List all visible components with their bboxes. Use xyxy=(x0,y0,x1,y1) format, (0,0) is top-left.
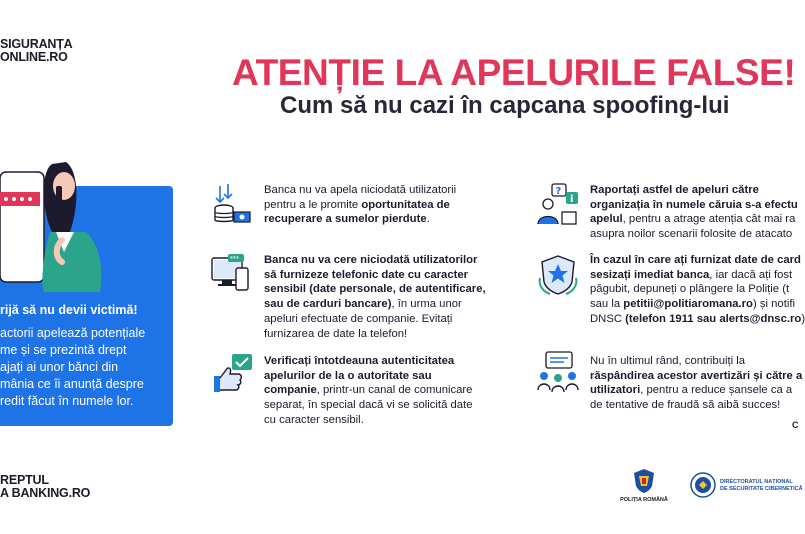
tip5-line3: păgubit, depuneți o plângere la Poliție (t xyxy=(590,283,790,296)
tip6-line3b: , pentru a reduce șansele ca a xyxy=(640,384,793,397)
tip5-line5c: ) xyxy=(801,312,805,325)
tip3-line2: apelurilor de la o autoritate sau xyxy=(264,369,432,382)
tip4-line4: asupra noilor scenarii folosite de atacato xyxy=(590,228,793,241)
tip5-line5a: DNSC xyxy=(590,312,626,325)
tip2-line6: furnizarea de date la telefon! xyxy=(264,327,408,340)
phone-and-monitor-icon xyxy=(210,252,254,296)
stack-of-coins-icon xyxy=(210,182,254,226)
tip4-line1: Raportați astfel de apeluri către xyxy=(590,184,759,196)
tip3-line3b: , printr-un canal de comunicare xyxy=(316,384,473,397)
tip5-line4b: petitii@politiaromana.ro xyxy=(623,298,753,311)
dreptul-la-banking-logo xyxy=(0,474,90,500)
police-label: POLIȚIA ROMÂNĂ xyxy=(620,497,668,503)
warning-line-5: redit făcut în numele lor. xyxy=(0,394,134,408)
dnsc-label xyxy=(720,479,803,493)
person-question-icon xyxy=(536,182,580,226)
tip5-line2b: , iar dacă ați fost xyxy=(709,268,793,281)
tip1-line1: Banca nu va apela niciodată utilizatorii xyxy=(264,184,457,196)
warning-line-2: me și se prezintă drept xyxy=(0,343,127,357)
svg-text:***: *** xyxy=(230,255,239,263)
dnsc-emblem-icon xyxy=(690,472,716,498)
logo-line-1: SIGURANȚA xyxy=(0,37,73,51)
tip5-line2a: sesizați imediat banca xyxy=(590,268,710,281)
svg-text:?: ? xyxy=(555,186,562,197)
tip6-line1: Nu în ultimul rând, contribuiți la xyxy=(590,355,746,367)
tip2-line5: apeluri efectuate de companie. Evitați xyxy=(264,312,453,325)
tip3-line5: cu caracter sensibil. xyxy=(264,413,364,426)
tip2-line4a: sau de carduri bancare) xyxy=(264,298,392,311)
warning-card-title: rijă să nu devii victimă! xyxy=(0,303,138,317)
bottom-logo-line-1: REPTUL xyxy=(0,473,49,487)
siguranta-online-logo xyxy=(0,38,73,64)
police-emblem-icon xyxy=(632,468,656,494)
tip6-line3a: utilizatori xyxy=(590,384,641,397)
tip5-line1: În cazul în care ați furnizat date de card xyxy=(590,254,801,266)
tip2-line2: să furnizeze telefonic date cu caracter xyxy=(264,268,469,281)
warning-card-text xyxy=(0,325,170,410)
tip3-line3a: companie xyxy=(264,384,317,397)
tip1-line2b: oportunitatea de xyxy=(361,198,450,211)
people-network-icon xyxy=(536,350,580,394)
tip-bank-no-sensitive-data xyxy=(264,253,486,341)
tip4-line3b: , pentru a atrage atenția cât mai ra xyxy=(622,213,796,226)
thumbs-up-check-icon xyxy=(210,352,254,396)
tip1-line3b: . xyxy=(426,213,430,226)
tip2-line1: Banca nu va cere niciodată utilizatorilor xyxy=(264,254,478,266)
woman-phone-illustration xyxy=(0,152,120,292)
bottom-logo-line-2: A BANKING.RO xyxy=(0,486,91,500)
tip3-line4: separat, în special dacă vi se solicită date xyxy=(264,399,473,412)
tip4-line3a: apelul xyxy=(590,213,623,226)
page-subtitle: Cum să nu cazi în capcana spoofing-lui xyxy=(280,92,730,119)
tip5-line4a: sau la xyxy=(590,298,624,311)
warning-line-1: actorii apelează potențiale xyxy=(0,326,146,340)
svg-text:i: i xyxy=(570,194,574,205)
tip6-line4: de tentative de fraudă să aibă succes! xyxy=(590,399,781,412)
tip5-line4c: ) și notifi xyxy=(752,298,796,311)
tip1-line3a: recuperare a sumelor pierdute xyxy=(264,213,427,226)
warning-line-3: ajați ai unor bănci din xyxy=(0,360,119,374)
tip2-line3: sensibil (date personale, de autentificare, xyxy=(264,283,486,296)
tip1-line2a: pentru a le promite xyxy=(264,198,362,211)
tip4-line2: organizația în numele căruia s-a efectu xyxy=(590,198,798,211)
tip-bank-no-recovery xyxy=(264,183,456,227)
warning-line-4: mânia ce îi anunță despre xyxy=(0,377,144,391)
page-title: ATENȚIE LA APELURILE FALSE! xyxy=(232,52,796,93)
tip-report-calls xyxy=(590,183,798,242)
tip6-line2: răspândirea acestor avertizări și către a xyxy=(590,369,803,382)
police-badge-icon xyxy=(536,252,580,296)
dnsc-label-line-1: DIRECTORATUL NAȚIONAL xyxy=(720,479,793,485)
tip-spread-awareness xyxy=(590,354,802,413)
edge-fragment: C xyxy=(792,420,799,430)
dnsc-label-line-2: DE SECURITATE CIBERNETICĂ xyxy=(720,486,803,492)
logo-line-2: ONLINE.RO xyxy=(0,50,68,64)
tip-notify-bank xyxy=(590,253,805,327)
tip-verify-authenticity xyxy=(264,354,472,428)
tip5-line5b: (telefon 1911 sau alerts@dnsc.ro xyxy=(625,312,802,325)
tip2-line4b: , în urma unor xyxy=(391,298,462,311)
tip3-line1: Verificați întotdeauna autenticitatea xyxy=(264,355,455,367)
